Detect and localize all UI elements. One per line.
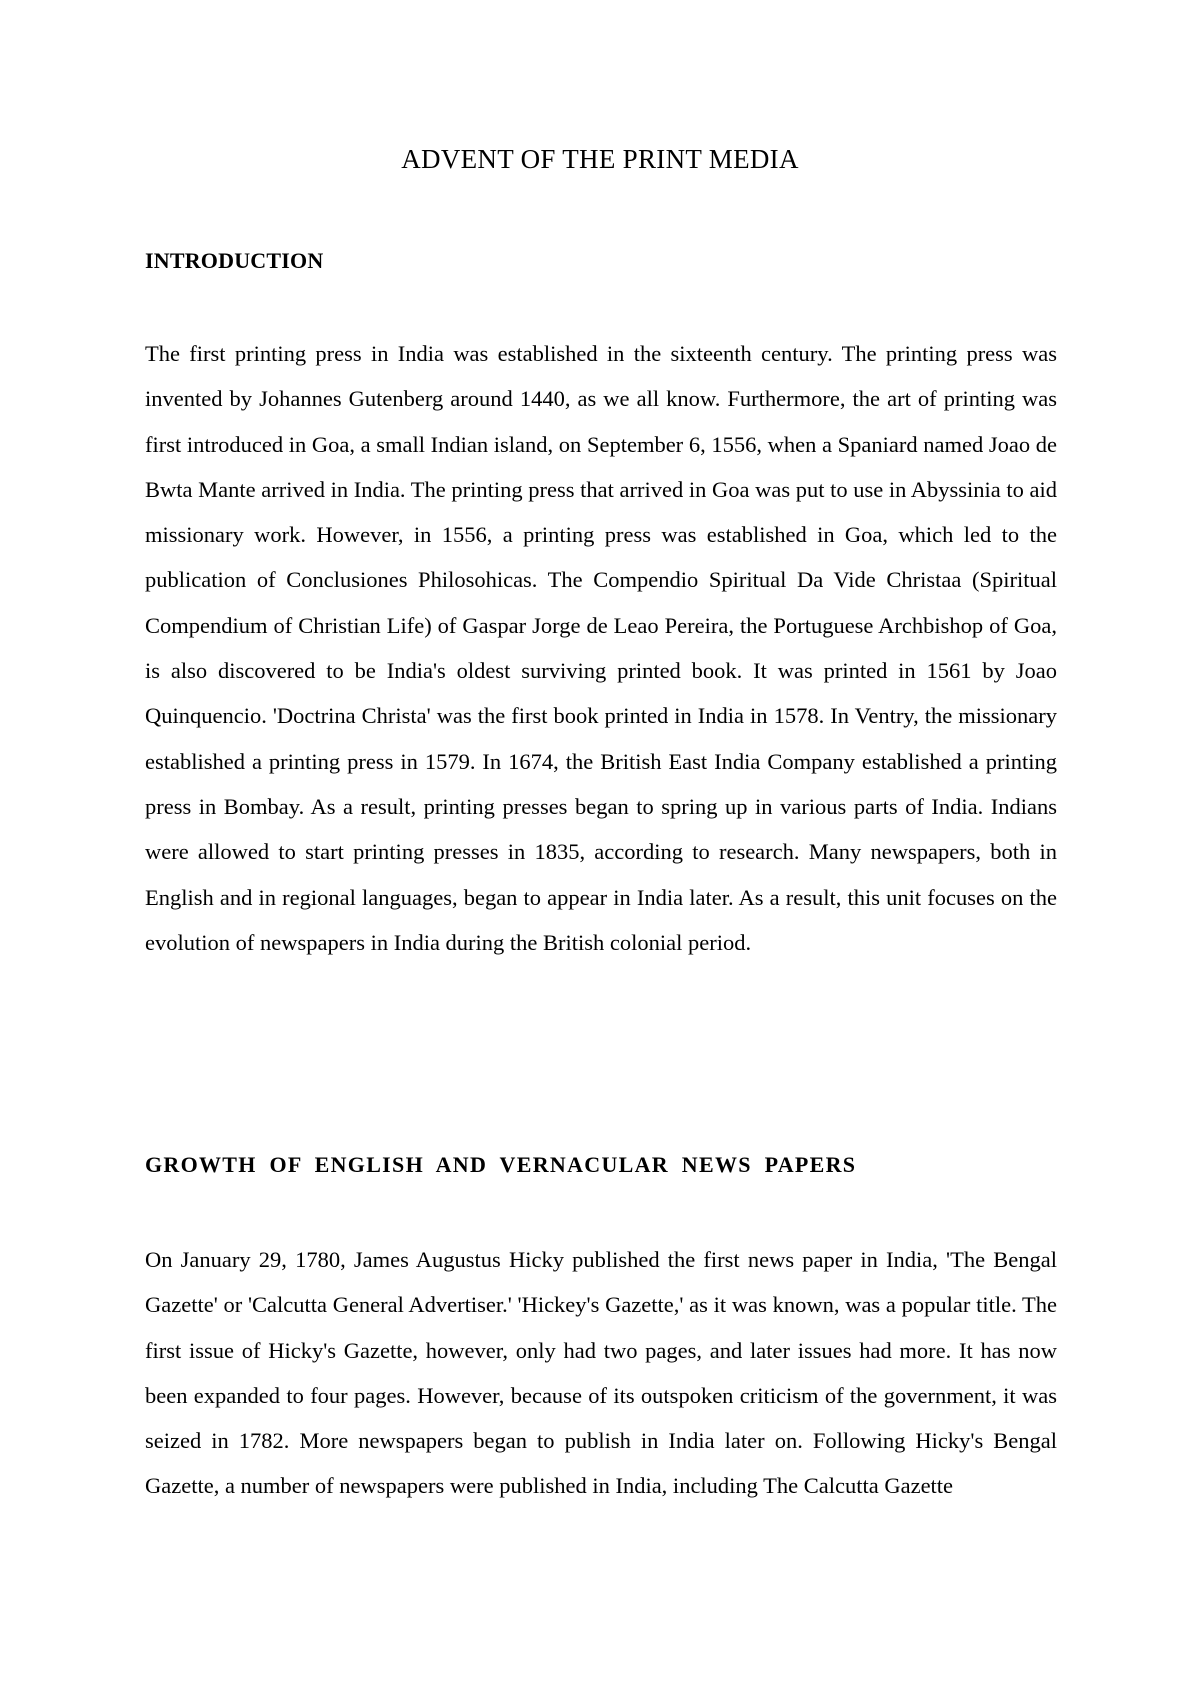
document-title: ADVENT OF THE PRINT MEDIA — [401, 144, 799, 174]
section-heading-growth: GROWTH OF ENGLISH AND VERNACULAR NEWS PAPERS — [145, 1152, 857, 1177]
introduction-paragraph: The first printing press in India was established in the sixteenth century. The printing press was invented by Johannes Gutenberg around 1440, as we all know. Furthermore, the art of printing was first introduced in Goa, a small Indian island, on September 6, 1556, when a Spaniard named Joao de Bwta Mante arrived in India. The printing press that arrived in Goa was put to use in Abyssinia to aid missionary work. However, in 1556, a printing press was established in Goa, which led to the publication of Conclusiones Philosohicas. The Compendio Spiritual Da Vide Christaa (Spiritual Compendium of Christian Life) of Gaspar Jorge de Leao Pereira, the Portuguese Archbishop of Goa, is also discovered to be India's oldest surviving printed book. It was printed in 1561 by Joao Quinquencio. 'Doctrina Christa' was the first book printed in India in 1578. In Ventry, the missionary established a printing press in 1579. In 1674, the British East India Company established a printing press in Bombay. As a result, printing presses began to spring up in various parts of India. Indians were allowed to start printing presses in 1835, according to research. Many newspapers, both in English and in regional languages, began to appear in India later. As a result, this unit focuses on the evolution of newspapers in India during the British colonial period. — [145, 341, 1057, 955]
section-heading-introduction: INTRODUCTION — [145, 248, 324, 273]
growth-paragraph: On January 29, 1780, James Augustus Hicky published the first news paper in India, 'The Bengal Gazette' or 'Calcutta General Advertiser.' 'Hickey's Gazette,' as it was known, was a popular title. The first issue of Hicky's Gazette, however, only had two pages, and later issues had more. It has now been expanded to four pages. However, because of its outspoken criticism of the government, it was seized in 1782. More newspapers began to publish in India later on. Following Hicky's Bengal Gazette, a number of newspapers were published in India, including The Calcutta Gazette — [145, 1247, 1057, 1499]
